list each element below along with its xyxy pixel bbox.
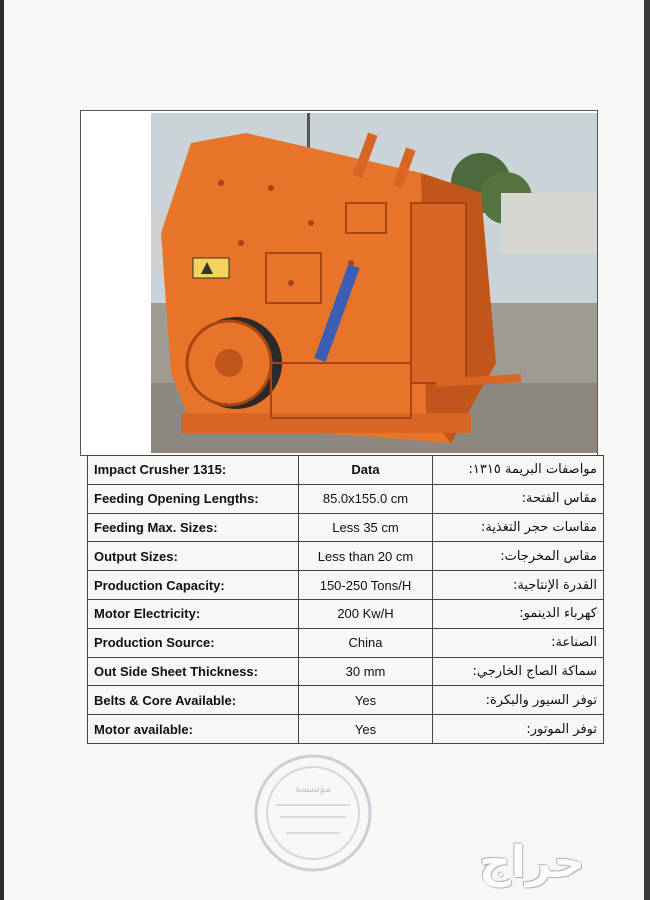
header-label: Impact Crusher 1315: — [88, 456, 299, 485]
header-arabic: مواصفات البريمة ١٣١٥: — [433, 456, 604, 485]
row-value: Less 35 cm — [299, 513, 433, 542]
row-arabic: القدرة الإنتاجية: — [433, 571, 604, 600]
row-arabic: توفر السيور والبكرة: — [433, 686, 604, 715]
row-arabic: مقاس المخرجات: — [433, 542, 604, 571]
page-edge-right — [644, 0, 650, 900]
table-row — [88, 599, 604, 628]
row-value: 150-250 Tons/H — [299, 571, 433, 600]
row-label: Production Capacity: — [88, 571, 299, 600]
row-arabic: مقاسات حجر التغذية: — [433, 513, 604, 542]
table-row — [88, 686, 604, 715]
header-value: Data — [299, 456, 433, 485]
row-value: Less than 20 cm — [299, 542, 433, 571]
row-label: Feeding Max. Sizes: — [88, 513, 299, 542]
table-row — [88, 628, 604, 657]
haraj-watermark: حراج — [479, 836, 585, 888]
spec-table — [87, 455, 604, 744]
row-arabic: مقاس الفتحة: — [433, 484, 604, 513]
table-row — [88, 657, 604, 686]
table-row — [88, 571, 604, 600]
row-label: Out Side Sheet Thickness: — [88, 657, 299, 686]
row-arabic: سماكة الصاج الخارجي: — [433, 657, 604, 686]
row-arabic: الصناعة: — [433, 628, 604, 657]
impact-crusher-photo — [151, 113, 597, 453]
row-label: Belts & Core Available: — [88, 686, 299, 715]
table-header-row — [88, 456, 604, 485]
row-label: Production Source: — [88, 628, 299, 657]
row-value: Yes — [299, 686, 433, 715]
row-value: China — [299, 628, 433, 657]
stamp-text: مؤسسة — [294, 782, 332, 795]
row-label: Motor Electricity: — [88, 599, 299, 628]
crusher-illustration — [151, 113, 597, 453]
row-value: 85.0x155.0 cm — [299, 484, 433, 513]
company-stamp — [252, 752, 374, 874]
row-arabic: توفر الموتور: — [433, 715, 604, 744]
table-row — [88, 542, 604, 571]
page-edge-left — [0, 0, 4, 900]
row-value: 30 mm — [299, 657, 433, 686]
photo-frame — [80, 110, 598, 456]
row-value: Yes — [299, 715, 433, 744]
row-arabic: كهرباء الدينمو: — [433, 599, 604, 628]
row-label: Feeding Opening Lengths: — [88, 484, 299, 513]
row-label: Motor available: — [88, 715, 299, 744]
table-row — [88, 715, 604, 744]
table-row — [88, 513, 604, 542]
row-value: 200 Kw/H — [299, 599, 433, 628]
table-row — [88, 484, 604, 513]
row-label: Output Sizes: — [88, 542, 299, 571]
warning-sign-icon — [193, 258, 229, 278]
